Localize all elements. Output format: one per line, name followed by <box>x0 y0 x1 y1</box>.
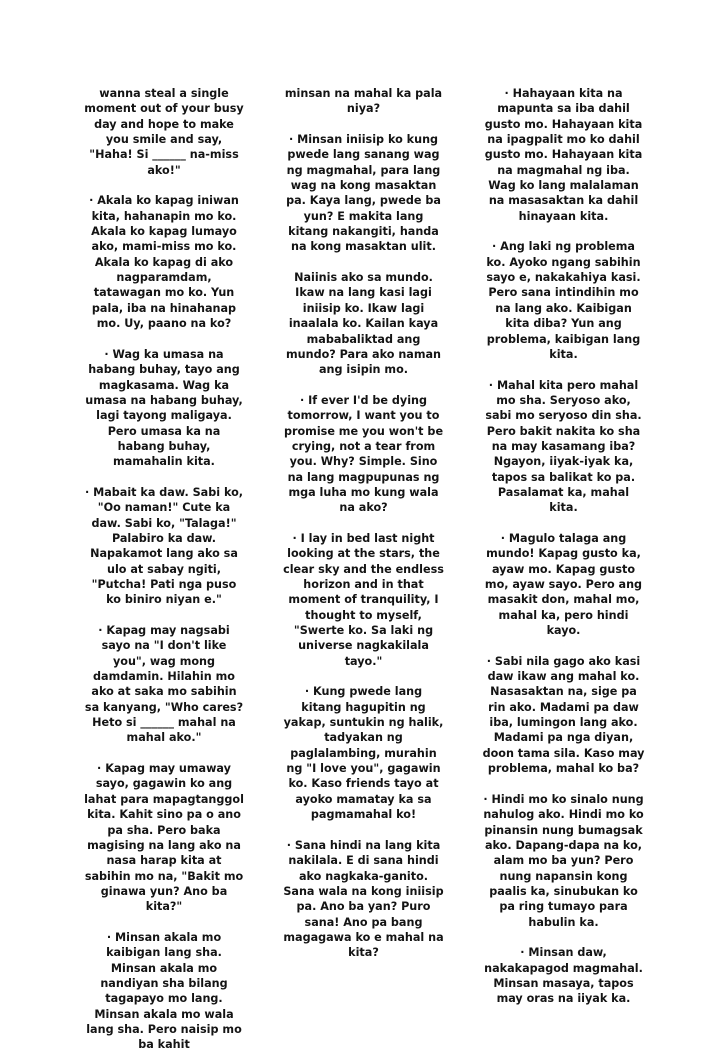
paragraph: · Kung pwede lang kitang hagupitin ng yakap, suntukin ng halik, tadyakan ng paglalambing, murahin ng "I love you", gagawin ko. Kaso friends tayo at ayoko mamatay ka sa pagmamahal ko! <box>283 685 444 822</box>
text-column-right <box>482 86 645 1007</box>
paragraph: Naiinis ako sa mundo. Ikaw na lang kasi lagi iniisip ko. Ikaw lagi inaalala ko. Kailan kaya mababaliktad ang mundo? Para ako naman ang isipin mo. <box>285 271 442 377</box>
paragraph: · If ever I'd be dying tomorrow, I want you to promise me you won't be crying, not a tear from you. Why? Simple. Sino na lang magpupunas ng mga luha mo kung wala na ako? <box>283 393 444 515</box>
paragraph: · Mahal kita pero mahal mo sha. Seryoso ako, sabi mo seryoso din sha. Pero bakit nakita ko sha na may kasamang iba? Ngayon, iiyak-iyak ka, tapos sa balikat ko pa. Pasalamat ka, mahal kita. <box>485 378 642 515</box>
text-column-left <box>84 86 244 1053</box>
paragraph: · Sabi nila gago ako kasi daw ikaw ang mahal ko. Nasasaktan na, sige pa rin ako. Madami pa daw iba, lumingon lang ako. Madami pa nga diyan, doon tama sila. Kaso may problema, mahal ko ba? <box>482 654 645 776</box>
paragraph: · Kapag may nagsabi sayo na "I don't like you", wag mong damdamin. Hilahin mo ako at saka mo sabihin sa kanyang, "Who cares? Heto si ______ mahal na mahal ako." <box>84 624 244 745</box>
paragraph: · Magulo talaga ang mundo! Kapag gusto ka, ayaw mo. Kapag gusto mo, ayaw sayo. Pero ang masakit don, mahal mo, mahal ka, pero hindi kayo. <box>484 531 643 638</box>
paragraph: · Hahayaan kita na mapunta sa iba dahil gusto mo. Hahayaan kita na ipagpalit mo ko dahil gusto mo. Hahayaan kita na magmahal ng iba. Wag ko lang malalaman na masasaktan ka dahil hinayaan kita. <box>484 87 643 223</box>
paragraph: · Akala ko kapag iniwan kita, hahanapin mo ko. Akala ko kapag lumayo ako, mami-miss mo ko. Akala ko kapag di ako nagparamdam, tatawagan mo ko. Yun pala, iba na hinahanap mo. Uy, paano na ko? <box>89 194 239 331</box>
paragraph: wanna steal a single moment out of your busy day and hope to make you smile and say, "Haha! Si ______ na-miss ako!" <box>84 87 244 177</box>
paragraph: · Minsan daw, nakakapagod magmahal. Minsan masaya, tapos may oras na iiyak ka. <box>484 946 643 1006</box>
paragraph: · Sana hindi na lang kita nakilala. E di sana hindi ako nagkaka-ganito. Sana wala na kong iniisip pa. Ano ba yan? Puro sana! Ano pa bang magagawa ko e mahal na kita? <box>283 838 444 960</box>
paragraph: · Kapag may umaway sayo, gagawin ko ang lahat para mapagtanggol kita. Kahit sino pa o ano pa sha. Pero baka magising na lang ako na nasa harap kita at sabihin mo na, "Bakit mo ginawa yun? Ano ba kita?" <box>84 762 244 914</box>
paragraph: · Ang laki ng problema ko. Ayoko ngang sabihin sayo e, nakakahiya kasi. Pero sana intindihin mo na lang ako. Kaibigan kita diba? Yun ang problema, kaibigan lang kita. <box>486 240 641 361</box>
paragraph: · Minsan akala mo kaibigan lang sha. Minsan akala mo nandiyan sha bilang tagapayo mo lang. Minsan akala mo wala lang sha. Pero naisip mo ba kahit <box>86 930 242 1052</box>
paragraph: · Minsan iniisip ko kung pwede lang sanang wag ng magmahal, para lang wag na kong masaktan pa. Kaya lang, pwede ba yun? E makita lang kitang nakangiti, handa na kong masaktan ulit. <box>286 133 441 254</box>
paragraph: · Wag ka umasa na habang buhay, tayo ang magkasama. Wag ka umasa na habang buhay, lagi tayong maligaya. Pero umasa ka na habang buhay, mamahalin kita. <box>85 347 243 469</box>
paragraph: · Mabait ka daw. Sabi ko, "Oo naman!" Cute ka daw. Sabi ko, "Talaga!" Palabiro ka daw. Napakamot lang ako sa ulo at sabay ngiti, "Putcha! Pati nga puso ko biniro niyan e." <box>84 485 244 607</box>
paragraph: · I lay in bed last night looking at the stars, the clear sky and the endless horizon and in that moment of tranquility, I thought to myself, "Swerte ko. Sa laki ng universe nagkakilala tayo." <box>283 531 444 668</box>
text-column-middle <box>283 86 444 961</box>
paragraph: minsan na mahal ka pala niya? <box>284 87 443 116</box>
paragraph: · Hindi mo ko sinalo nung nahulog ako. Hindi mo ko pinansin nung bumagsak ako. Dapang-dapa na ko, alam mo ba yun? Pero nung napansin kong paalis ka, sinubukan ko pa ring tumayo para habulin ka. <box>483 792 644 929</box>
